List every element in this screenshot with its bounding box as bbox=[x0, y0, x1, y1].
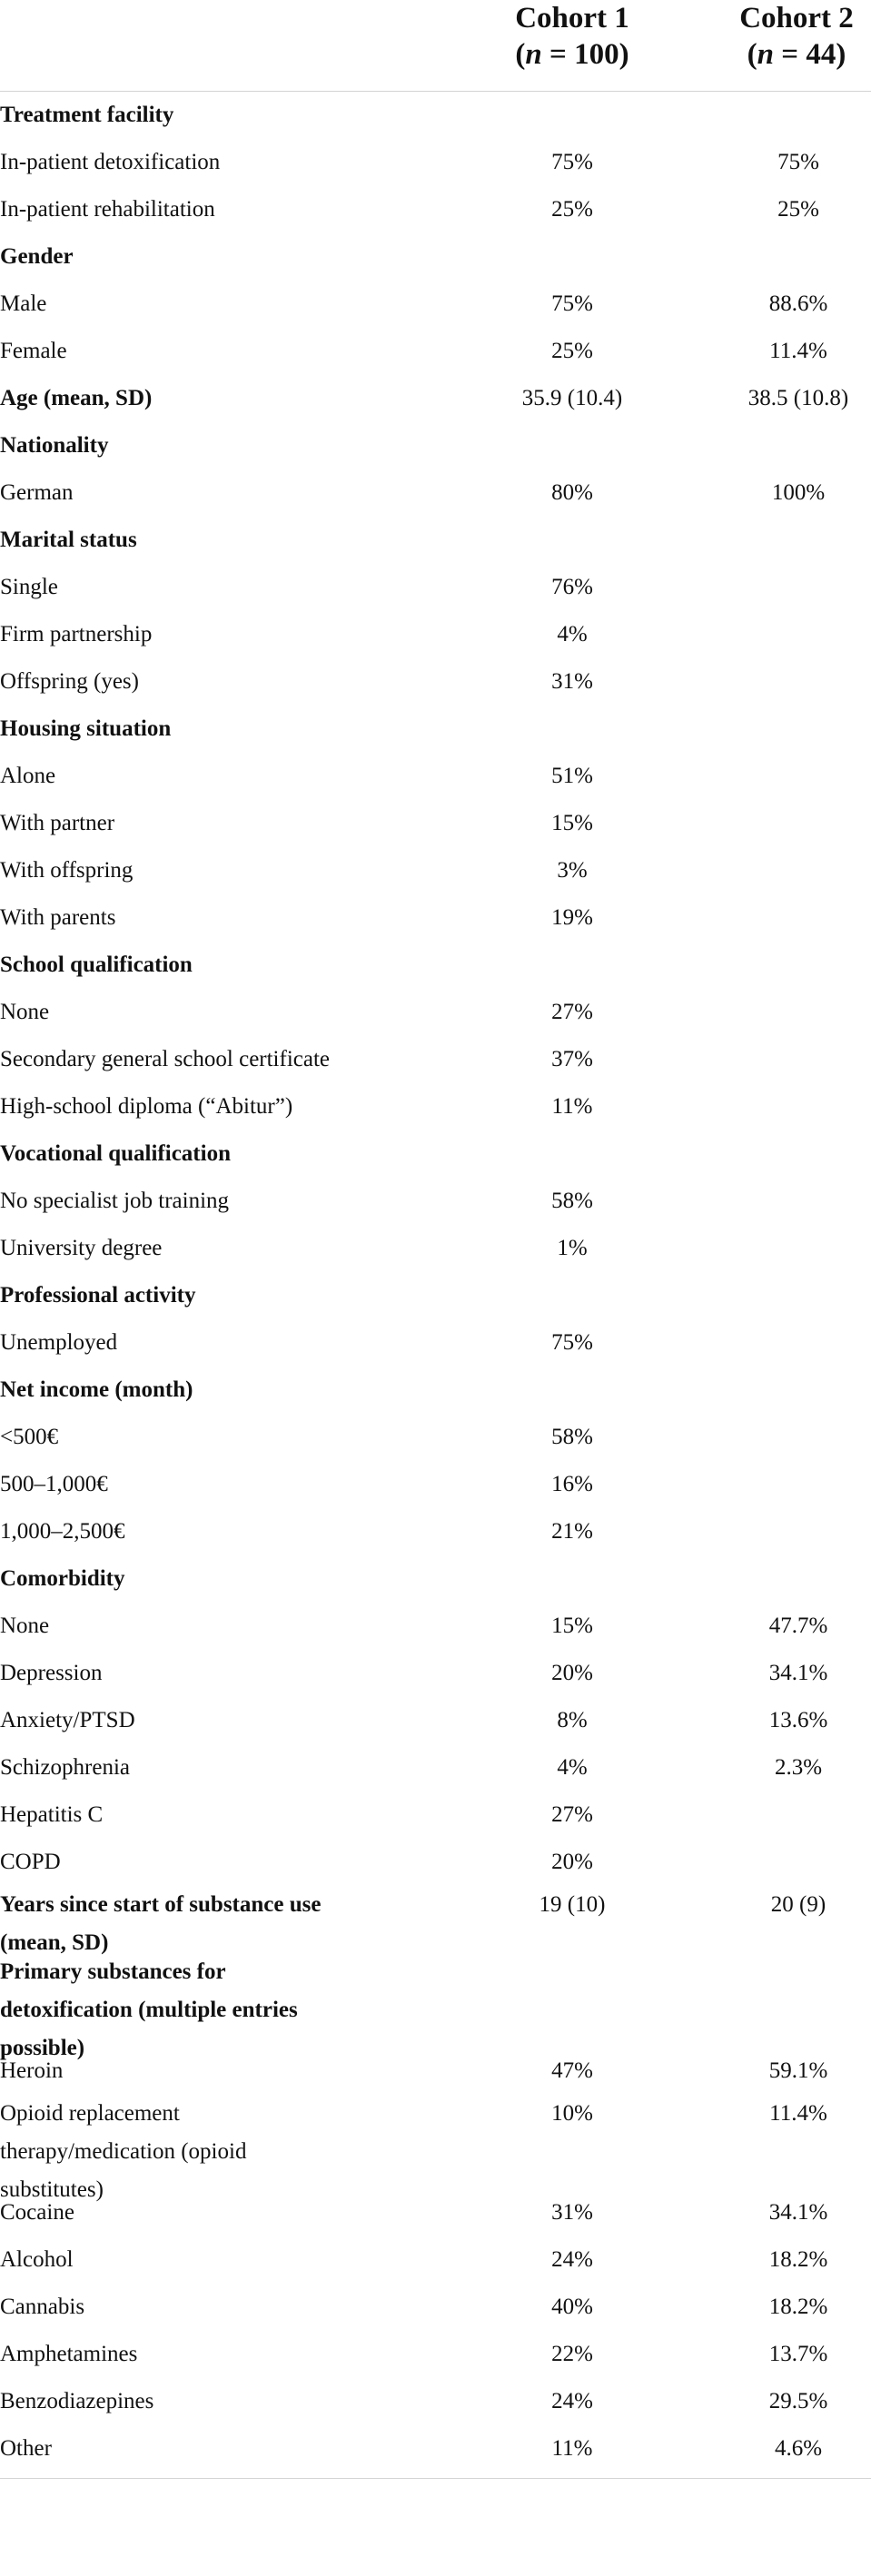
table-row bbox=[0, 753, 871, 800]
row-label: German bbox=[0, 480, 74, 505]
row-label: With parents bbox=[0, 905, 116, 930]
table-row bbox=[0, 2425, 871, 2472]
table-section-row bbox=[0, 1272, 871, 1319]
table-section-row bbox=[0, 1555, 871, 1603]
table-section-row bbox=[0, 1130, 871, 1178]
table-row bbox=[0, 1650, 871, 1697]
row-label: Secondary general school certificate bbox=[0, 1047, 331, 1071]
row-label: In-patient rehabilitation bbox=[0, 197, 215, 222]
table-row bbox=[0, 139, 871, 186]
table-row bbox=[0, 1461, 871, 1508]
row-label: In-patient detoxification bbox=[0, 150, 221, 174]
cohort-1-value: 19 (10) bbox=[539, 1892, 606, 1917]
table-row bbox=[0, 469, 871, 517]
table-row bbox=[0, 1083, 871, 1130]
row-label: Primary substances for detoxification (multiple entries possible) bbox=[0, 1959, 298, 2060]
cohort-2-value: 34.1% bbox=[768, 1661, 828, 1685]
table-row bbox=[0, 2331, 871, 2378]
table-section-row bbox=[0, 92, 871, 139]
table-section-row bbox=[0, 517, 871, 564]
row-label: Benzodiazepines bbox=[0, 2389, 154, 2413]
table-section-row bbox=[0, 942, 871, 989]
cohort-1-value: 25% bbox=[551, 339, 593, 363]
cohort-2-value: 11.4% bbox=[769, 339, 827, 363]
cohort-1-value: 4% bbox=[557, 1755, 588, 1780]
row-label: Cannabis bbox=[0, 2295, 85, 2319]
cohort-1-value: 22% bbox=[551, 2342, 593, 2366]
row-label: Hepatitis C bbox=[0, 1802, 104, 1827]
table-bottom-rule bbox=[0, 2478, 871, 2479]
row-label: Schizophrenia bbox=[0, 1755, 131, 1780]
cohort-1-value: 24% bbox=[551, 2247, 593, 2272]
table-row bbox=[0, 1225, 871, 1272]
cohort-1-value: 51% bbox=[551, 764, 593, 788]
cohort-2-value: 88.6% bbox=[768, 291, 828, 316]
table-row bbox=[0, 1744, 871, 1791]
cohort-1-value: 24% bbox=[551, 2389, 593, 2413]
row-label: Alone bbox=[0, 764, 56, 788]
row-label: Depression bbox=[0, 1661, 103, 1685]
cohort-1-value: 31% bbox=[551, 2200, 593, 2225]
cohort-1-value: 1% bbox=[557, 1236, 588, 1260]
cohort-1-value: 25% bbox=[551, 197, 593, 222]
table-row bbox=[0, 564, 871, 611]
table-row bbox=[0, 2048, 871, 2095]
row-label: University degree bbox=[0, 1236, 163, 1260]
cohort-2-value: 4.6% bbox=[774, 2436, 823, 2461]
table-section-row bbox=[0, 1367, 871, 1414]
row-label: Heroin bbox=[0, 2058, 64, 2083]
cohort-1-value: 20% bbox=[551, 1850, 593, 1874]
cohort-1-value: 76% bbox=[551, 575, 593, 599]
cohort-2-value: 29.5% bbox=[768, 2389, 828, 2413]
cohort-2-value: 38.5 (10.8) bbox=[747, 386, 849, 410]
cohort-2-value: 34.1% bbox=[768, 2200, 828, 2225]
table-row bbox=[0, 2095, 871, 2202]
cohort-1-value: 11% bbox=[551, 1094, 593, 1119]
cohort-1-value: 21% bbox=[551, 1519, 593, 1544]
row-label: Unemployed bbox=[0, 1330, 118, 1355]
row-label: None bbox=[0, 1614, 50, 1638]
row-label: With partner bbox=[0, 811, 115, 835]
row-label: School qualification bbox=[0, 952, 193, 977]
table-row bbox=[0, 1178, 871, 1225]
row-label: Cocaine bbox=[0, 2200, 74, 2225]
cohort-2-value: 18.2% bbox=[768, 2295, 828, 2319]
row-label: Housing situation bbox=[0, 716, 172, 741]
cohort-2-value: 47.7% bbox=[768, 1614, 828, 1638]
table-row bbox=[0, 1697, 871, 1744]
cohort-2-value: 100% bbox=[771, 480, 826, 505]
cohort-1-value: 15% bbox=[551, 811, 593, 835]
cohort-1-value: 40% bbox=[551, 2295, 593, 2319]
row-label: Gender bbox=[0, 244, 74, 269]
row-label: Firm partnership bbox=[0, 622, 153, 646]
cohort-2-value: 20 (9) bbox=[770, 1892, 826, 1917]
cohort-1-title: Cohort 1 bbox=[515, 2, 629, 35]
cohort-1-value: 31% bbox=[551, 669, 593, 694]
row-label: Treatment facility bbox=[0, 103, 174, 127]
table-row bbox=[0, 800, 871, 847]
table-row bbox=[0, 2189, 871, 2236]
row-label: Other bbox=[0, 2436, 52, 2461]
cohort-1-value: 58% bbox=[551, 1425, 593, 1449]
column-header-cohort-2 bbox=[706, 0, 871, 73]
cohort-1-value: 3% bbox=[557, 858, 588, 883]
cohort-1-value: 27% bbox=[551, 1000, 593, 1024]
table-row bbox=[0, 847, 871, 894]
table-row bbox=[0, 611, 871, 658]
cohort-1-value: 75% bbox=[551, 1330, 593, 1355]
table-row bbox=[0, 328, 871, 375]
row-label: Comorbidity bbox=[0, 1566, 125, 1591]
cohort-1-value: 80% bbox=[551, 480, 593, 505]
cohort-1-value: 35.9 (10.4) bbox=[521, 386, 623, 410]
row-label: High-school diploma (“Abitur”) bbox=[0, 1094, 293, 1119]
row-label: Anxiety/PTSD bbox=[0, 1708, 135, 1732]
table-section-row bbox=[0, 233, 871, 281]
table-row bbox=[0, 2378, 871, 2425]
cohort-1-value: 4% bbox=[557, 622, 588, 646]
table-section-row bbox=[0, 1886, 871, 1953]
cohort-1-value: 8% bbox=[557, 1708, 588, 1732]
row-label: Vocational qualification bbox=[0, 1141, 231, 1166]
cohort-1-value: 58% bbox=[551, 1189, 593, 1213]
cohort-2-value: 59.1% bbox=[768, 2058, 828, 2083]
cohort-1-value: 47% bbox=[551, 2058, 593, 2083]
cohort-2-value: 2.3% bbox=[774, 1755, 823, 1780]
cohort-2-n: (n = 44) bbox=[747, 38, 846, 71]
cohort-1-value: 20% bbox=[551, 1661, 593, 1685]
row-label: Professional activity bbox=[0, 1283, 196, 1308]
table-row bbox=[0, 894, 871, 942]
table-section-row bbox=[0, 422, 871, 469]
table-row bbox=[0, 186, 871, 233]
cohort-2-value: 75% bbox=[777, 150, 819, 174]
cohort-1-value: 37% bbox=[551, 1047, 593, 1071]
row-label: With offspring bbox=[0, 858, 134, 883]
table-header bbox=[0, 0, 871, 92]
row-label: Single bbox=[0, 575, 58, 599]
row-label: <500€ bbox=[0, 1425, 59, 1449]
cohort-1-value: 27% bbox=[551, 1802, 593, 1827]
row-label: Years since start of substance use (mean, SD) bbox=[0, 1892, 322, 1955]
row-label: Net income (month) bbox=[0, 1377, 193, 1402]
row-label: Alcohol bbox=[0, 2247, 74, 2272]
cohort-2-value: 25% bbox=[777, 197, 819, 222]
table-row bbox=[0, 1508, 871, 1555]
table-row bbox=[0, 989, 871, 1036]
table-row bbox=[0, 281, 871, 328]
table-row bbox=[0, 1791, 871, 1839]
row-label: Opioid replacement therapy/medication (opioid substitutes) bbox=[0, 2101, 247, 2202]
row-label: 1,000–2,500€ bbox=[0, 1519, 125, 1544]
row-label: Nationality bbox=[0, 433, 109, 458]
row-label: None bbox=[0, 1000, 50, 1024]
table-section-row bbox=[0, 375, 871, 422]
row-label: Female bbox=[0, 339, 67, 363]
row-label: COPD bbox=[0, 1850, 61, 1874]
table-row bbox=[0, 1839, 871, 1886]
cohort-2-value: 11.4% bbox=[769, 2101, 827, 2126]
cohort-2-value: 18.2% bbox=[768, 2247, 828, 2272]
cohort-1-value: 19% bbox=[551, 905, 593, 930]
cohort-2-value: 13.6% bbox=[768, 1708, 828, 1732]
cohort-2-value: 13.7% bbox=[768, 2342, 828, 2366]
table-row bbox=[0, 658, 871, 706]
row-label: Amphetamines bbox=[0, 2342, 138, 2366]
row-label: 500–1,000€ bbox=[0, 1472, 108, 1496]
table-row bbox=[0, 2236, 871, 2284]
cohort-1-value: 75% bbox=[551, 150, 593, 174]
cohort-1-value: 11% bbox=[551, 2436, 593, 2461]
row-label: Male bbox=[0, 291, 47, 316]
table-row bbox=[0, 1036, 871, 1083]
cohort-1-value: 16% bbox=[551, 1472, 593, 1496]
row-label: No specialist job training bbox=[0, 1189, 230, 1213]
cohort-1-value: 15% bbox=[551, 1614, 593, 1638]
row-label: Offspring (yes) bbox=[0, 669, 139, 694]
table-section-row bbox=[0, 706, 871, 753]
table-body bbox=[0, 92, 871, 2472]
column-header-cohort-1 bbox=[481, 0, 663, 73]
table-section-row bbox=[0, 1953, 871, 2060]
table-row bbox=[0, 1414, 871, 1461]
cohort-1-value: 10% bbox=[551, 2101, 593, 2126]
cohort-2-title: Cohort 2 bbox=[739, 2, 854, 35]
cohort-1-n: (n = 100) bbox=[515, 38, 629, 71]
table-row bbox=[0, 2284, 871, 2331]
table-row bbox=[0, 1603, 871, 1650]
row-label: Marital status bbox=[0, 528, 137, 552]
row-label: Age (mean, SD) bbox=[0, 386, 153, 410]
table-row bbox=[0, 1319, 871, 1367]
cohort-1-value: 75% bbox=[551, 291, 593, 316]
